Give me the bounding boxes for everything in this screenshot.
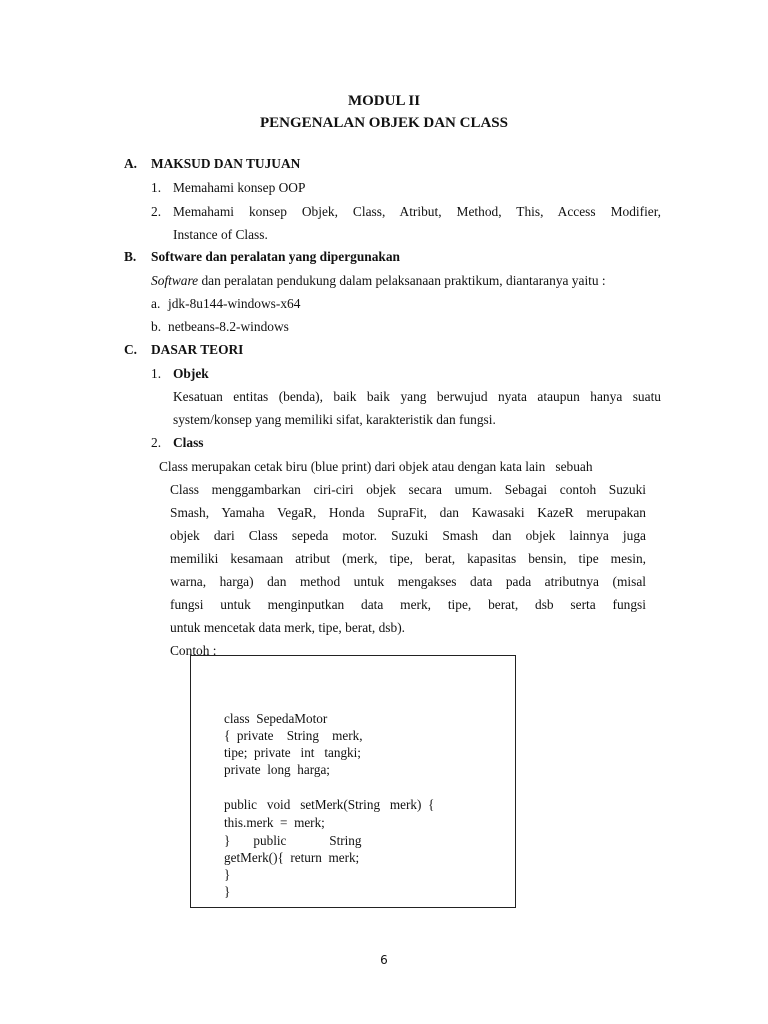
- section-b-item-a-label: a.: [151, 296, 161, 311]
- section-b-item-a-text: jdk-8u144-windows-x64: [168, 296, 301, 311]
- code-line: { private String merk,: [224, 728, 363, 743]
- class-heading: Class: [173, 435, 204, 450]
- class-text-line-2: Class menggambarkan ciri-ciri objek secara umum. Sebagai contoh Suzuki: [170, 482, 646, 497]
- class-text-line-3: Smash, Yamaha VegaR, Honda SupraFit, dan Kawasaki KazeR merupakan: [170, 505, 646, 520]
- objek-text-line-2: system/konsep yang memiliki sifat, karakteristik dan fungsi.: [173, 412, 496, 427]
- section-b-heading: Software dan peralatan yang dipergunakan: [151, 249, 401, 264]
- objek-num: 1.: [151, 366, 162, 381]
- objek-heading: Objek: [173, 366, 209, 381]
- section-b-item-b-label: b.: [151, 319, 162, 334]
- section-b-letter: B.: [124, 249, 137, 264]
- code-line: this.merk = merk;: [224, 815, 325, 830]
- section-a-letter: A.: [124, 156, 138, 171]
- code-line: }: [224, 884, 231, 899]
- class-text-line-7: fungsi untuk menginputkan data merk, tipe, berat, dsb serta fungsi: [170, 597, 646, 612]
- section-a-heading: MAKSUD DAN TUJUAN: [151, 156, 301, 171]
- section-b-intro: [151, 273, 606, 289]
- class-text-line-4: objek dari Class sepeda motor. Suzuki Smash dan objek lainnya juga: [170, 528, 646, 543]
- code-line: tipe; private int tangki;: [224, 745, 361, 760]
- code-line: getMerk(){ return merk;: [224, 850, 360, 865]
- code-line: class SepedaMotor: [224, 711, 328, 726]
- code-line: }: [224, 867, 231, 882]
- section-a-item-1-text: Memahami konsep OOP: [173, 180, 306, 195]
- code-line: } public String: [224, 833, 362, 848]
- code-line: private long harga;: [224, 762, 330, 777]
- class-text-line-5: memiliki kesamaan atribut (merk, tipe, berat, kapasitas bensin, tipe mesin,: [170, 551, 646, 566]
- class-text-line-8: untuk mencetak data merk, tipe, berat, dsb).: [170, 620, 405, 635]
- page-number: 6: [380, 953, 388, 967]
- section-c-letter: C.: [124, 342, 138, 357]
- class-text-line-6: warna, harga) dan method untuk mengakses data pada atributnya (misal: [170, 574, 646, 589]
- class-num: 2.: [151, 435, 162, 450]
- code-line: public void setMerk(String merk) {: [224, 797, 435, 812]
- code-example-box: [190, 655, 516, 908]
- module-number-title: MODUL II: [347, 93, 421, 109]
- section-a-item-1-num: 1.: [151, 180, 162, 195]
- objek-text-line-1: Kesatuan entitas (benda), baik baik yang berwujud nyata ataupun hanya suatu: [173, 389, 661, 404]
- section-a-item-2-text-cont: Instance of Class.: [173, 227, 268, 242]
- section-a-item-2-num: 2.: [151, 204, 162, 219]
- section-b-intro-rest: dan peralatan pendukung dalam pelaksanaan praktikum, diantaranya yaitu :: [198, 273, 606, 288]
- section-a-item-2-text: Memahami konsep Objek, Class, Atribut, Method, This, Access Modifier,: [173, 204, 661, 219]
- class-text-line-1: Class merupakan cetak biru (blue print) dari objek atau dengan kata lain sebuah: [159, 459, 593, 474]
- module-title: PENGENALAN OBJEK DAN CLASS: [260, 115, 508, 131]
- section-b-item-b-text: netbeans-8.2-windows: [168, 319, 289, 334]
- section-c-heading: DASAR TEORI: [151, 342, 244, 357]
- software-italic: Software: [151, 273, 199, 288]
- example-label: Contoh :: [170, 643, 217, 658]
